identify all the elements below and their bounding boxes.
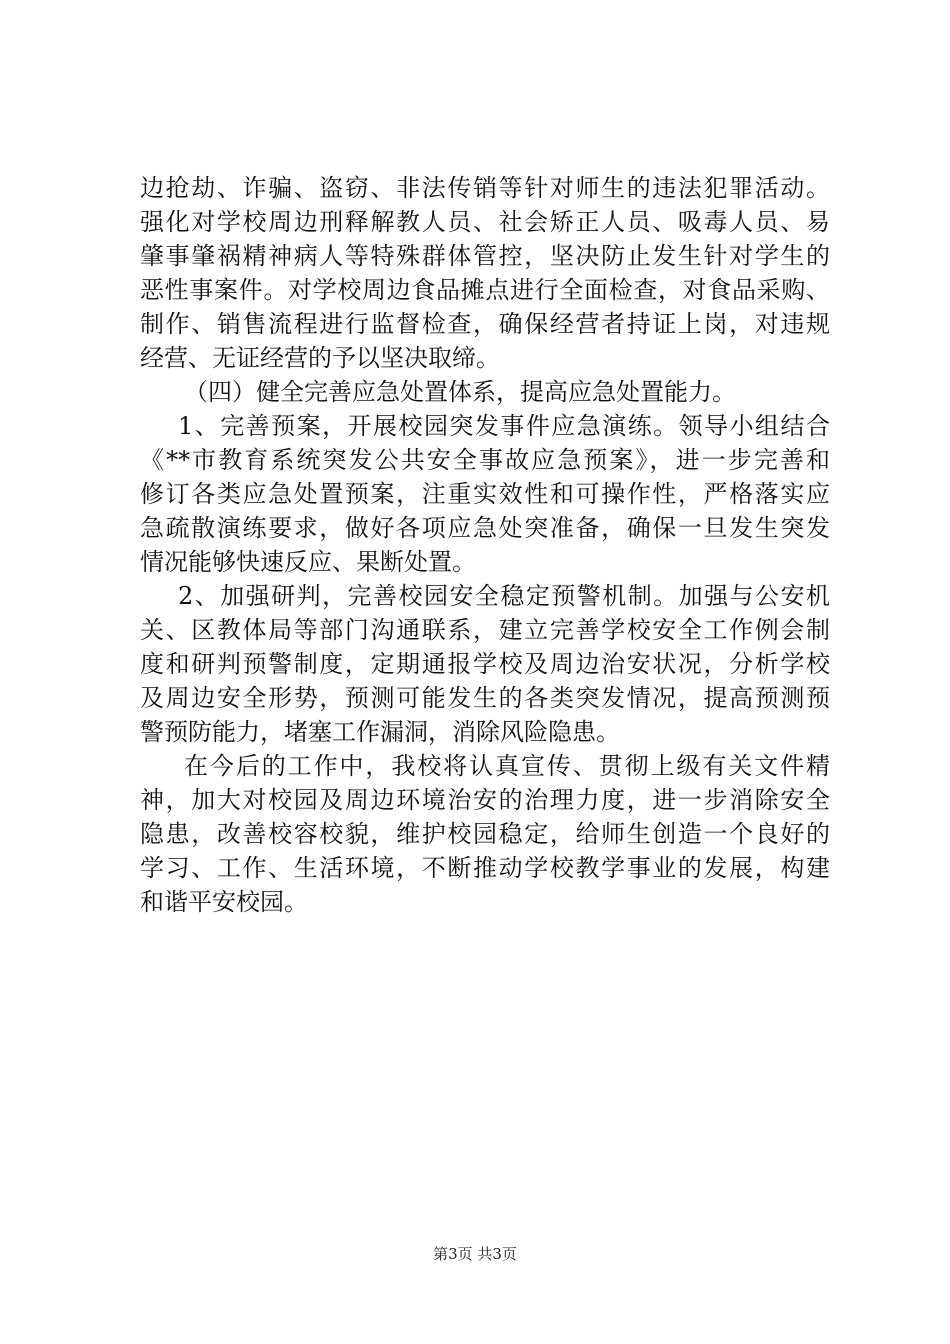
text-line: 修订各类应急处置预案，注重实效性和可操作性，严格落实应 bbox=[140, 480, 830, 508]
text-line: 学习、工作、生活环境，不断推动学校教学事业的发展，构建 bbox=[140, 854, 830, 882]
text-line: 强化对学校周边刑释解教人员、社会矫正人员、吸毒人员、易 bbox=[140, 208, 830, 236]
text-line: 制作、销售流程进行监督检查，确保经营者持证上岗，对违规 bbox=[140, 310, 830, 338]
text-line: 1、完善预案，开展校园突发事件应急演练。领导小组结合 bbox=[178, 412, 830, 440]
text-line: 经营、无证经营的予以坚决取缔。 bbox=[140, 344, 500, 372]
text-line: 度和研判预警制度，定期通报学校及周边治安状况，分析学校 bbox=[140, 650, 830, 678]
text-line: 恶性事案件。对学校周边食品摊点进行全面检查，对食品采购、 bbox=[140, 276, 830, 304]
text-line: 在今后的工作中，我校将认真宣传、贯彻上级有关文件精 bbox=[184, 752, 830, 780]
text-line: 关、区教体局等部门沟通联系，建立完善学校安全工作例会制 bbox=[140, 616, 830, 644]
text-line: 神，加大对校园及周边环境治安的治理力度，进一步消除安全 bbox=[140, 786, 830, 814]
page-number-footer: 第3页 共3页 bbox=[433, 1245, 517, 1263]
text-line: 和谐平安校园。 bbox=[140, 888, 308, 916]
text-line: 肇事肇祸精神病人等特殊群体管控，坚决防止发生针对学生的 bbox=[140, 242, 830, 270]
text-line: 《**市教育系统突发公共安全事故应急预案》，进一步完善和 bbox=[140, 446, 830, 474]
text-line: 2、加强研判，完善校园安全稳定预警机制。加强与公安机 bbox=[178, 582, 830, 610]
text-line: 边抢劫、诈骗、盗窃、非法传销等针对师生的违法犯罪活动。 bbox=[140, 174, 830, 202]
text-line: 及周边安全形势，预测可能发生的各类突发情况，提高预测预 bbox=[140, 684, 830, 712]
text-line: 警预防能力，堵塞工作漏洞，消除风险隐患。 bbox=[140, 718, 620, 746]
text-line: 情况能够快速反应、果断处置。 bbox=[140, 548, 476, 576]
document-body bbox=[140, 171, 830, 919]
text-line: 隐患，改善校容校貌，维护校园稳定，给师生创造一个良好的 bbox=[140, 820, 830, 848]
text-line: 急疏散演练要求，做好各项应急处突准备，确保一旦发生突发 bbox=[140, 514, 830, 542]
section-heading: （四）健全完善应急处置体系，提高应急处置能力。 bbox=[184, 378, 736, 406]
